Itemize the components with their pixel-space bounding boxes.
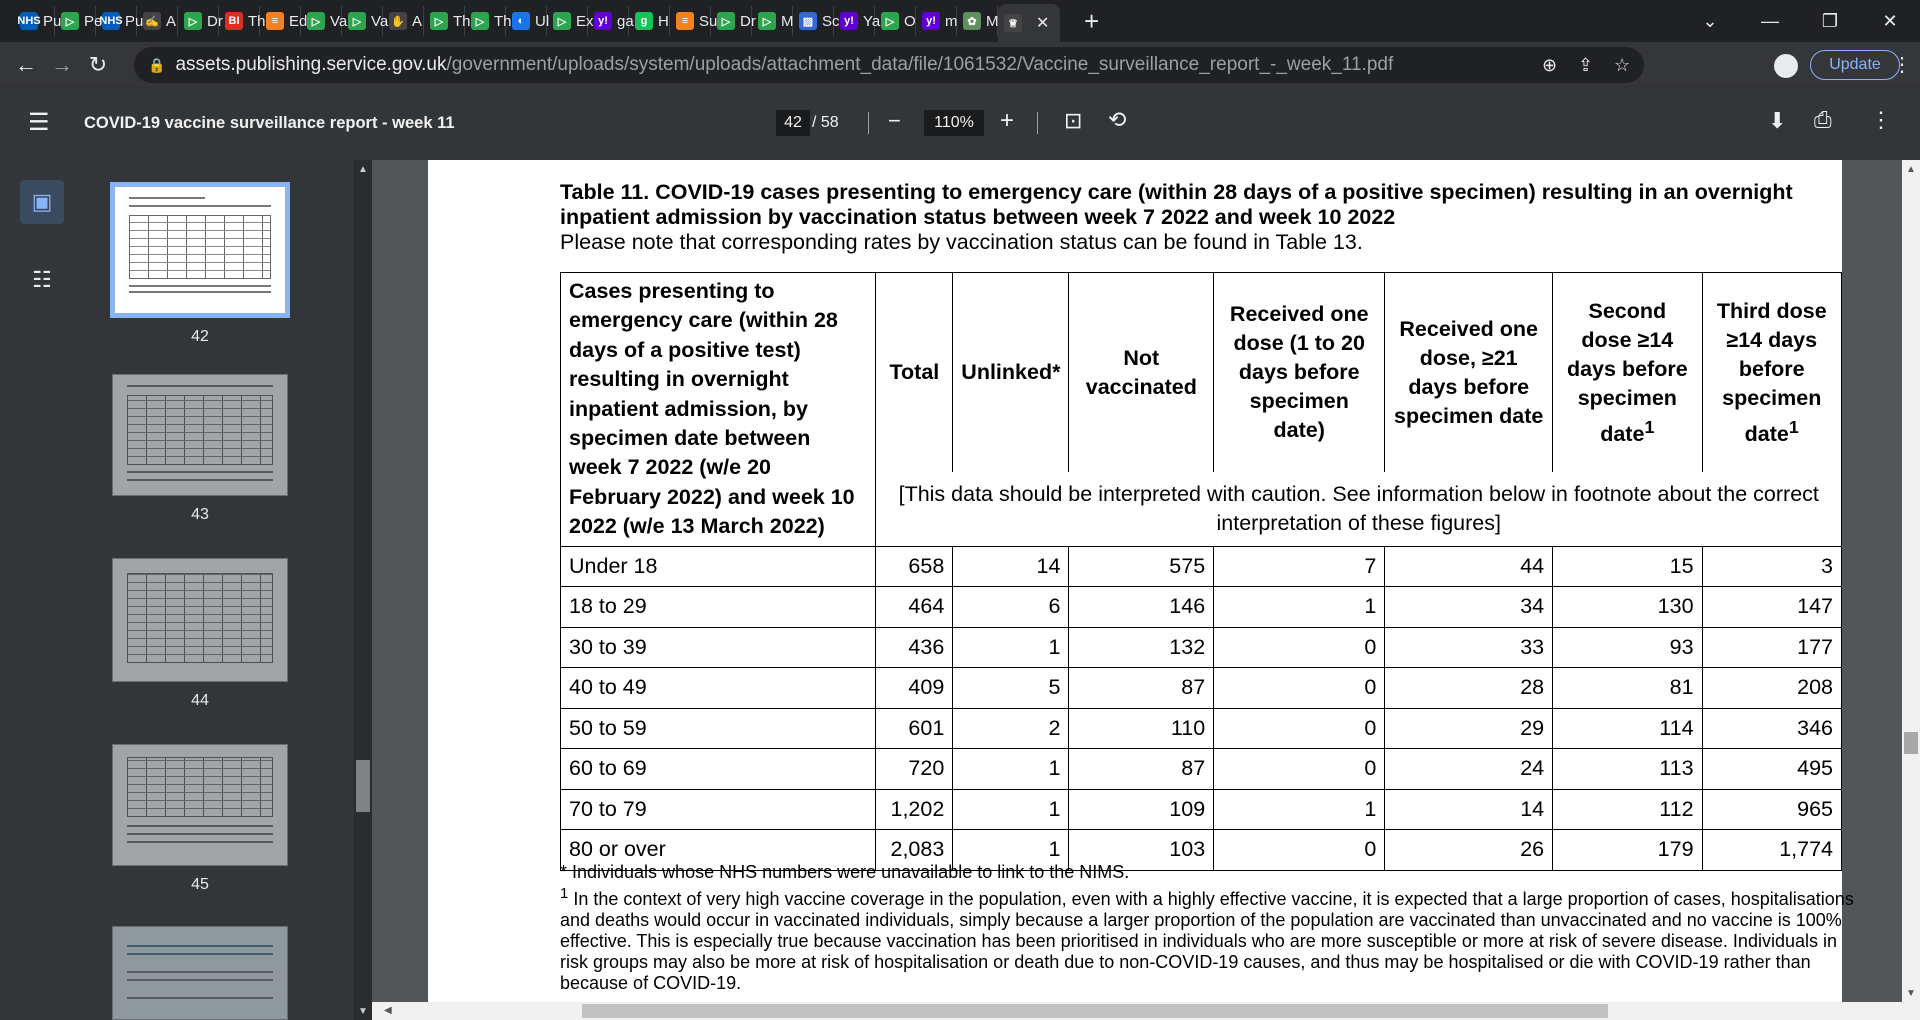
tab-title: Ex [576,12,594,30]
thumbnail-text-line [127,953,273,955]
zoom-out-icon[interactable]: − [888,108,901,133]
tab-title: ga [617,12,634,30]
tab-title: Th [453,12,471,30]
browser-tab[interactable] [752,6,793,36]
browser-tab[interactable] [301,6,348,36]
thumbnail-table-rows [130,216,270,278]
thumbnail-text-line [127,979,273,981]
table-row [561,587,1842,628]
header-total: Total [876,273,953,473]
thumbnail-image [112,744,288,866]
tab-favicon-icon: ▷ [758,12,776,30]
count-cell: 409 [876,668,953,709]
count-cell: 146 [1069,587,1214,628]
tab-favicon-icon: y! [922,12,940,30]
count-cell: 177 [1702,627,1841,668]
header-not-vaccinated: Not vaccinated [1069,273,1214,473]
footnote-context [560,883,1860,994]
tab-favicon-icon: g [635,12,653,30]
age-group-cell: 50 to 59 [561,708,876,749]
browser-tab[interactable] [957,6,998,36]
thumbnail-text-line [127,841,273,843]
tab-title: M [781,12,794,30]
count-cell: 112 [1553,789,1702,830]
thumbnail-table-rows [128,574,272,662]
count-cell: 1 [953,749,1069,790]
count-cell: 103 [1069,830,1214,871]
browser-tab[interactable] [14,6,62,36]
thumbnail-page-43[interactable] [110,374,290,524]
count-cell: 15 [1553,546,1702,587]
browser-tab[interactable] [834,6,881,36]
count-cell: 14 [1385,789,1553,830]
count-cell: 1 [953,627,1069,668]
update-button[interactable]: Update [1810,50,1900,80]
count-cell: 34 [1385,587,1553,628]
count-cell: 114 [1553,708,1702,749]
scroll-up-arrow-icon[interactable]: ▲ [1906,164,1916,175]
thumbnail-text-line [127,825,273,827]
browser-tab[interactable] [96,6,144,36]
forward-icon[interactable]: → [51,52,73,77]
url-field[interactable] [134,47,1644,83]
browser-tab[interactable] [55,6,103,36]
tab-title: Va [371,12,389,30]
count-cell: 2,083 [876,830,953,871]
browser-tab[interactable] [178,6,223,36]
count-cell: 965 [1702,789,1841,830]
count-cell: 464 [876,587,953,628]
table-row [561,708,1842,749]
tab-title: Pu [125,12,144,30]
tab-title: Th [494,12,512,30]
restore-button[interactable]: ❐ [1821,10,1839,31]
tab-favicon-icon: ▷ [471,12,489,30]
thumbnails-view-icon[interactable]: ▣ [20,180,64,224]
count-cell: 179 [1553,830,1702,871]
thumbnail-text-line [127,479,273,481]
count-cell: 0 [1214,830,1385,871]
zoom-in-icon[interactable]: + [1000,107,1015,134]
count-cell: 720 [876,749,953,790]
toolbar-divider [1037,112,1038,134]
more-actions-icon[interactable]: ⋮ [1870,107,1892,132]
tab-favicon-icon: ▷ [61,12,79,30]
thumbnail-table-rows [128,396,272,464]
thumbnail-text-line [127,385,273,387]
table-row [561,627,1842,668]
count-cell: 110 [1069,708,1214,749]
thumbnail-image [110,182,290,318]
browser-tab[interactable] [383,6,424,36]
tab-favicon-icon: ✍ [143,12,161,30]
count-cell: 1 [1214,789,1385,830]
count-cell: 109 [1069,789,1214,830]
count-cell: 24 [1385,749,1553,790]
url-path: /government/uploads/system/uploads/attachment_data/file/1061532/Vaccine_surveillance_report_-_week_11.pdf [446,54,1394,75]
count-cell: 0 [1214,749,1385,790]
tab-favicon-icon: BI [225,12,243,30]
menu-icon[interactable]: ☰ [28,109,50,136]
table-row [561,749,1842,790]
count-cell: 3 [1702,546,1841,587]
thumbnail-text-line [129,205,271,207]
footnote-marker: 1 [1644,416,1655,437]
count-cell: 81 [1553,668,1702,709]
age-group-cell: 60 to 69 [561,749,876,790]
header-third-dose-text: Third dose ≥14 days before specimen date [1716,298,1827,446]
thumbnail-image [112,926,288,1020]
browser-tab[interactable] [916,6,957,36]
horizontal-scrollbar-thumb[interactable] [582,1004,1608,1018]
thumbnail-text-line [127,971,273,973]
url-host: assets.publishing.service.gov.uk [175,54,447,75]
tab-favicon-icon: ▷ [553,12,571,30]
count-cell: 2 [953,708,1069,749]
thumbnail-page-42[interactable] [110,182,290,346]
browser-tab[interactable] [547,6,594,36]
count-cell: 1 [953,789,1069,830]
reload-icon[interactable]: ↻ [88,52,108,77]
thumbnail-text-line [127,833,273,835]
browser-tab[interactable] [588,6,634,36]
footnote-marker: 1 [560,885,569,902]
header-third-dose [1702,273,1841,473]
footnote-unlinked: * Individuals whose NHS numbers were unavailable to link to the NIMS. [560,862,1130,882]
document-title: COVID-19 vaccine surveillance report - week 11 [84,114,455,132]
count-cell: 130 [1553,587,1702,628]
table-row [561,546,1842,587]
age-group-cell: 40 to 49 [561,668,876,709]
tab-favicon-icon: ▨ [799,12,817,30]
browser-tab[interactable] [998,4,1060,42]
fit-page-icon[interactable]: ⊡ [1064,108,1083,133]
age-group-cell: 70 to 79 [561,789,876,830]
thumbnail-image [112,558,288,682]
window-controls [1680,0,1920,42]
tab-favicon-icon: NHS [102,12,120,30]
tab-title: m [945,12,958,30]
browser-tab[interactable] [711,6,756,36]
browser-tab[interactable] [629,6,670,36]
tab-title: Pu [43,12,62,30]
sidebar-scrollbar[interactable] [354,160,372,1020]
tab-title: Ed [289,12,308,30]
thumbnail-image [112,374,288,496]
count-cell: 495 [1702,749,1841,790]
browser-tab[interactable] [506,6,550,36]
table-title: Table 11. COVID-19 cases presenting to emergency care (within 28 days of a positive specimen) resulting in an overnight inpatient admission by vaccination status between week 7 2022 and week 10 2022 [560,180,1793,229]
header-second-dose-text: Second dose ≥14 days before specimen date [1566,298,1688,446]
tab-title: Th [248,12,266,30]
footnotes [560,862,1860,994]
age-group-cell: 18 to 29 [561,587,876,628]
table-row [561,668,1842,709]
browser-tab[interactable] [875,6,916,36]
count-cell: 1 [1214,587,1385,628]
tab-title: Su [699,12,718,30]
pdf-viewer [372,160,1902,1002]
page-number-input[interactable]: 42 [776,110,810,136]
thumbnail-table [127,395,273,465]
tab-favicon-icon: ▷ [184,12,202,30]
thumbnail-page-46[interactable] [110,926,290,1020]
tab-favicon-icon: ≡ [676,12,694,30]
scroll-up-arrow-icon[interactable]: ▲ [358,164,368,175]
age-group-cell: Under 18 [561,546,876,587]
browser-tab[interactable] [219,6,266,36]
lock-icon[interactable]: 🔒 [148,56,166,73]
age-group-cell: 30 to 39 [561,627,876,668]
tab-title: Dr [740,12,756,30]
count-cell: 601 [876,708,953,749]
vertical-scrollbar[interactable] [1902,160,1920,1002]
count-cell: 113 [1553,749,1702,790]
tab-strip [0,0,1920,42]
browser-tab[interactable] [137,6,178,36]
footnote-context-text: In the context of very high vaccine coverage in the population, even with a highly effective vaccine, it is expected that a large proportion of cases, hospitalisations and deaths would occur in vaccinated individuals, simply because a larger proportion of the population are vaccinated than unvaccinated and no vaccine is 100% effective. This is especially true because vaccination has been prioritised in individuals who are more susceptible or more at risk of severe disease. Individuals in risk groups may also be more at risk of hospitalisation or death due to non-COVID-19 causes, and thus may be hospitalised or die with COVID-19 rather than because of COVID-19. [560,889,1854,993]
count-cell: 346 [1702,708,1841,749]
age-group-cell: 80 or over [561,830,876,871]
thumbnail-text-line [129,291,271,293]
close-tab-icon[interactable]: ✕ [1036,15,1050,32]
count-cell: 0 [1214,627,1385,668]
tab-title: A [166,12,177,30]
count-cell: 7 [1214,546,1385,587]
thumbnail-text-line [129,197,205,199]
tab-title: H [658,12,669,30]
count-cell: 14 [953,546,1069,587]
tab-title: A [412,12,423,30]
tab-list [14,0,1060,42]
tab-title: Dr [207,12,223,30]
browser-tab[interactable] [670,6,718,36]
count-cell: 0 [1214,708,1385,749]
sidebar-scrollbar-thumb[interactable] [356,760,370,812]
thumbnail-text-line [127,471,273,473]
table-note: Please note that corresponding rates by vaccination status can be found in Table 13. [560,230,1363,254]
thumbnail-text-line [129,285,271,287]
caution-note: [This data should be interpreted with caution. See information below in footnote about the correct interpretation of these figures] [876,472,1842,546]
new-tab-button[interactable]: + [1084,5,1100,36]
count-cell: 1,202 [876,789,953,830]
thumbnail-page-number: 43 [191,506,209,523]
zoom-icon[interactable]: ⊕ [1542,55,1558,75]
count-cell: 29 [1385,708,1553,749]
tab-title: Ul [535,12,550,30]
tab-favicon-icon: ▷ [881,12,899,30]
tab-search-button[interactable]: ⌄ [1702,10,1718,31]
count-cell: 436 [876,627,953,668]
tab-title: Sc [822,12,840,30]
zoom-level-input[interactable]: 110% [924,110,984,136]
count-cell: 33 [1385,627,1553,668]
header-unlinked: Unlinked* [953,273,1069,473]
header-one-dose-1-20: Received one dose (1 to 20 days before specimen date) [1214,273,1385,473]
browser-tab[interactable] [465,6,512,36]
address-bar-row [0,42,1920,88]
count-cell: 26 [1385,830,1553,871]
count-cell: 132 [1069,627,1214,668]
footnote-marker: 1 [1788,416,1799,437]
browser-tab[interactable] [793,6,840,36]
thumbnail-page-44[interactable] [110,558,290,710]
print-icon[interactable]: ⎙ [1814,107,1832,132]
tab-favicon-icon: ✿ [963,12,981,30]
thumbnail-page-number: 44 [191,692,209,709]
page-total: / 58 [812,114,839,131]
toolbar-divider [868,112,869,134]
tab-title: Ya [863,12,881,30]
tab-favicon-icon: y! [840,12,858,30]
scroll-down-arrow-icon[interactable]: ▼ [1906,988,1916,999]
tab-favicon-icon: ▷ [430,12,448,30]
count-cell: 6 [953,587,1069,628]
table-row [561,789,1842,830]
thumbnail-text-line [127,945,273,947]
count-cell: 1,774 [1702,830,1841,871]
tab-title: Pe [84,12,103,30]
table-body [561,546,1842,870]
back-icon[interactable]: ← [15,52,37,77]
close-window-button[interactable]: ✕ [1882,10,1898,31]
browser-tab[interactable] [342,6,389,36]
tab-favicon-icon: ♕ [1004,14,1022,32]
tab-title: M [986,12,999,30]
scroll-down-arrow-icon[interactable]: ▼ [358,1006,368,1017]
thumbnail-table-rows [128,758,272,816]
tab-favicon-icon: ▷ [307,12,325,30]
count-cell: 575 [1069,546,1214,587]
tab-favicon-icon: NHS [20,12,38,30]
count-cell: 1 [953,830,1069,871]
table-caption [560,180,1860,255]
count-cell: 93 [1553,627,1702,668]
tab-title: Va [330,12,348,30]
count-cell: 147 [1702,587,1841,628]
count-cell: 0 [1214,668,1385,709]
share-icon[interactable]: ⇪ [1578,55,1594,75]
header-one-dose-21: Received one dose, ≥21 days before specimen date [1385,273,1553,473]
vaccination-status-table [560,272,1842,871]
sidebar-view-switcher [20,180,64,336]
bookmark-star-icon[interactable]: ☆ [1614,55,1631,75]
tab-favicon-icon: ▷ [717,12,735,30]
profile-avatar[interactable] [1774,54,1798,78]
tab-favicon-icon: y! [594,12,612,30]
scroll-left-arrow-icon[interactable]: ◀ [384,1005,392,1016]
thumbnail-table [127,757,273,817]
tab-favicon-icon: ≡ [266,12,284,30]
tab-title: O [904,12,916,30]
count-cell: 44 [1385,546,1553,587]
tab-favicon-icon: ▷ [348,12,366,30]
thumbnail-page-number: 45 [191,876,209,893]
thumbnail-text-line [127,997,273,999]
thumbnail-page-45[interactable] [110,744,290,894]
header-cases: Cases presenting to emergency care (within 28 days of a positive test) resulting in overnight inpatient admission, by specimen date between week 7 2022 (w/e 20 February 2022) and week 10 2022 (w/e 13 March 2022) [561,273,876,547]
outline-view-icon[interactable]: ☷ [32,267,52,292]
count-cell: 5 [953,668,1069,709]
tab-favicon-icon: ◐ [512,12,530,30]
thumbnail-table [129,215,271,279]
thumbnail-page-number: 42 [191,328,209,345]
count-cell: 658 [876,546,953,587]
header-second-dose [1553,273,1702,473]
browser-tab[interactable] [424,6,471,36]
count-cell: 28 [1385,668,1553,709]
count-cell: 87 [1069,668,1214,709]
thumbnail-table [127,573,273,663]
chrome-menu-icon[interactable]: ⋮ [1892,54,1912,76]
tab-favicon-icon: ✋ [389,12,407,30]
pdf-page [428,160,1854,1002]
count-cell: 208 [1702,668,1841,709]
count-cell: 87 [1069,749,1214,790]
download-icon[interactable]: ⬇ [1768,108,1787,133]
minimize-button[interactable]: — [1761,10,1779,31]
browser-tab[interactable] [260,6,308,36]
rotate-icon[interactable]: ⟲ [1108,107,1127,132]
vertical-scrollbar-thumb[interactable] [1904,732,1918,754]
